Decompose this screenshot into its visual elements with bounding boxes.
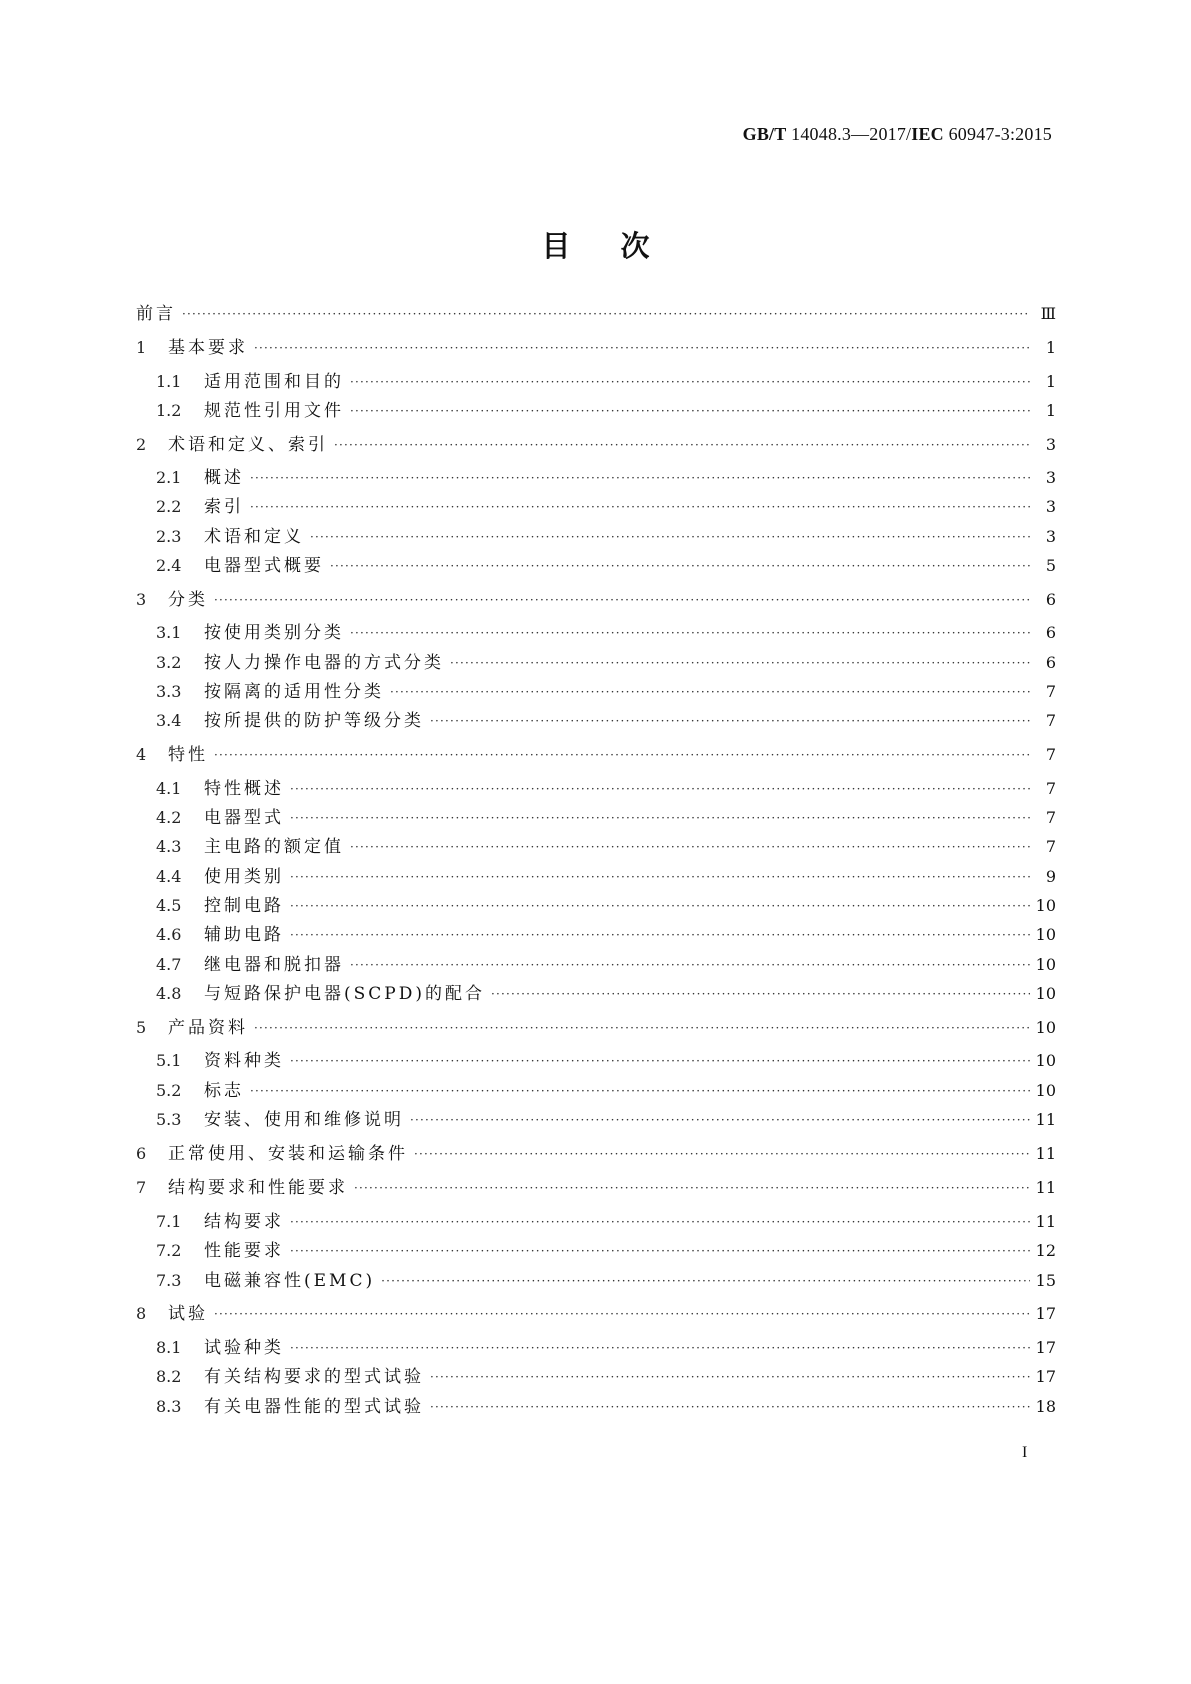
toc-entry-number: 2.3 [156, 527, 182, 546]
toc-entry-label: 电器型式概要 [204, 556, 324, 576]
toc-entry-page: 17 [1035, 1304, 1056, 1323]
toc-entry[interactable] [136, 302, 1056, 326]
toc-leader-dots [350, 953, 1030, 977]
toc-entry-label: 适用范围和目的 [204, 372, 344, 392]
toc-entry[interactable] [136, 433, 1056, 457]
toc-entry-page: 11 [1035, 1110, 1056, 1129]
toc-entry[interactable] [136, 1365, 1056, 1389]
toc-entry-page: 7 [1045, 745, 1056, 764]
toc-entry[interactable] [136, 743, 1056, 767]
toc-entry[interactable] [136, 1395, 1056, 1419]
toc-leader-dots [290, 894, 1030, 918]
toc-entry-page: 7 [1045, 837, 1056, 856]
toc-leader-dots [290, 777, 1030, 801]
toc-entry-number: 3.2 [156, 653, 182, 672]
toc-entry-page: 11 [1035, 1144, 1056, 1163]
toc-leader-dots [250, 495, 1030, 519]
toc-entry-page: 11 [1035, 1212, 1056, 1231]
toc-entry-page: 7 [1045, 808, 1056, 827]
toc-leader-dots [310, 525, 1030, 549]
toc-entry[interactable] [136, 525, 1056, 549]
toc-leader-dots [254, 336, 1030, 360]
toc-entry[interactable] [136, 982, 1056, 1006]
toc-entry-number: 2.4 [156, 556, 182, 575]
toc-entry-number: 7 [136, 1178, 147, 1197]
toc-entry-label: 辅助电路 [204, 925, 284, 945]
toc-entry-label: 按所提供的防护等级分类 [204, 711, 424, 731]
toc-leader-dots [250, 1079, 1030, 1103]
toc-entry[interactable] [136, 588, 1056, 612]
toc-entry-label: 主电路的额定值 [204, 837, 344, 857]
toc-entry-page: 1 [1045, 401, 1056, 420]
toc-entry-label: 资料种类 [204, 1051, 284, 1071]
toc-entry-page: 1 [1045, 338, 1056, 357]
page-number: I [1022, 1444, 1028, 1461]
toc-entry-number: 7.2 [156, 1241, 182, 1260]
toc-entry[interactable] [136, 777, 1056, 801]
page-title: 目次 [541, 229, 700, 263]
toc-leader-dots [430, 1395, 1030, 1419]
toc-entry-label: 试验 [168, 1304, 208, 1324]
toc-entry-number: 4.4 [156, 867, 182, 886]
toc-entry-page: 10 [1035, 1051, 1056, 1070]
toc-leader-dots [450, 651, 1030, 675]
toc-leader-dots [290, 1239, 1030, 1263]
toc-entry-page: 3 [1045, 435, 1056, 454]
toc-entry-label: 术语和定义 [204, 527, 304, 547]
toc-entry-label: 术语和定义、索引 [168, 435, 328, 455]
toc-entry-number: 4.8 [156, 984, 182, 1003]
toc-entry-page: 18 [1035, 1397, 1056, 1416]
toc-entry[interactable] [136, 495, 1056, 519]
toc-entry-label: 正常使用、安装和运输条件 [168, 1144, 408, 1164]
toc-entry-page: 10 [1035, 984, 1056, 1003]
toc-entry[interactable] [136, 399, 1056, 423]
toc-leader-dots [430, 709, 1030, 733]
toc-leader-dots [334, 433, 1030, 457]
toc-entry-label: 按使用类别分类 [204, 623, 344, 643]
toc-entry-number: 7.3 [156, 1271, 182, 1290]
toc-entry-label: 分类 [168, 590, 208, 610]
toc-entry-label: 性能要求 [204, 1241, 284, 1261]
toc-entry-number: 3.1 [156, 623, 182, 642]
toc-leader-dots [430, 1365, 1030, 1389]
toc-entry-page: 6 [1045, 623, 1056, 642]
toc-entry-number: 5.1 [156, 1051, 182, 1070]
toc-leader-dots [350, 621, 1030, 645]
toc-entry-label: 基本要求 [168, 338, 248, 358]
toc-entry-page: 10 [1035, 925, 1056, 944]
toc-entry[interactable] [136, 680, 1056, 704]
toc-leader-dots [350, 399, 1030, 423]
toc-leader-dots [491, 982, 1030, 1006]
toc-leader-dots [410, 1108, 1030, 1132]
toc-entry-number: 2 [136, 435, 147, 454]
toc-entry-number: 8 [136, 1304, 147, 1323]
toc-entry-label: 规范性引用文件 [204, 401, 344, 421]
toc-entry[interactable] [136, 621, 1056, 645]
toc-entry[interactable] [136, 1269, 1056, 1293]
toc-entry-number: 5.2 [156, 1081, 182, 1100]
toc-entry-label: 特性 [168, 745, 208, 765]
toc-entry-label: 索引 [204, 497, 244, 517]
toc-entry[interactable] [136, 1049, 1056, 1073]
toc-leader-dots [290, 923, 1030, 947]
toc-entry[interactable] [136, 651, 1056, 675]
toc-entry-page: 7 [1045, 711, 1056, 730]
toc-entry-number: 7.1 [156, 1212, 182, 1231]
toc-entry-label: 电磁兼容性(EMC) [204, 1271, 376, 1291]
toc-entry-label: 试验种类 [204, 1338, 284, 1358]
toc-entry-page: 15 [1035, 1271, 1056, 1290]
toc-entry[interactable] [136, 1079, 1056, 1103]
toc-entry[interactable] [136, 923, 1056, 947]
toc-entry-label: 概述 [204, 468, 244, 488]
toc-entry-page: 17 [1035, 1338, 1056, 1357]
toc-entry[interactable] [136, 1336, 1056, 1360]
toc-entry[interactable] [136, 336, 1056, 360]
std-code-iec-number: 60947-3:2015 [943, 124, 1052, 144]
toc-entry-number: 3 [136, 590, 147, 609]
toc-entry-label: 产品资料 [168, 1018, 248, 1038]
toc-entry-label: 使用类别 [204, 867, 284, 887]
toc-entry-page: 7 [1045, 779, 1056, 798]
toc-entry-number: 2.2 [156, 497, 182, 516]
toc-entry-number: 8.3 [156, 1397, 182, 1416]
toc-entry-page: 10 [1035, 1081, 1056, 1100]
toc-leader-dots [350, 835, 1030, 859]
toc-entry-page: 12 [1035, 1241, 1056, 1260]
toc-entry[interactable] [136, 554, 1056, 578]
toc-entry[interactable] [136, 894, 1056, 918]
toc-entry-label: 特性概述 [204, 779, 284, 799]
toc-entry[interactable] [136, 370, 1056, 394]
toc-entry-number: 8.1 [156, 1338, 182, 1357]
toc-entry[interactable] [136, 466, 1056, 490]
toc-entry-page: 3 [1045, 497, 1056, 516]
toc-leader-dots [330, 554, 1030, 578]
toc-leader-dots [290, 1049, 1030, 1073]
toc-entry-page: 1 [1045, 372, 1056, 391]
toc-entry-label: 继电器和脱扣器 [204, 955, 344, 975]
standard-code [743, 124, 1052, 145]
toc-entry[interactable] [136, 1210, 1056, 1234]
toc-entry-label: 按人力操作电器的方式分类 [204, 653, 444, 673]
toc-entry-label: 电器型式 [204, 808, 284, 828]
toc-entry-label: 有关电器性能的型式试验 [204, 1397, 424, 1417]
toc-entry-page: 3 [1045, 468, 1056, 487]
toc-entry-page: 3 [1045, 527, 1056, 546]
toc-entry-number: 4.1 [156, 779, 182, 798]
toc-entry-label: 标志 [204, 1081, 244, 1101]
toc-entry-number: 4.3 [156, 837, 182, 856]
toc-leader-dots [290, 1336, 1030, 1360]
toc-entry[interactable] [136, 1176, 1056, 1200]
toc-entry-page: Ⅲ [1040, 304, 1056, 323]
toc-entry[interactable] [136, 1108, 1056, 1132]
toc-entry[interactable] [136, 709, 1056, 733]
toc-entry-page: 10 [1035, 1018, 1056, 1037]
toc-entry-label: 按隔离的适用性分类 [204, 682, 384, 702]
toc-entry-page: 10 [1035, 896, 1056, 915]
std-code-iec: IEC [911, 124, 944, 144]
toc-entry-page: 17 [1035, 1367, 1056, 1386]
toc-leader-dots [354, 1176, 1030, 1200]
toc-leader-dots [182, 302, 1030, 326]
toc-entry-page: 5 [1045, 556, 1056, 575]
toc-entry[interactable] [136, 806, 1056, 830]
toc-entry-number: 8.2 [156, 1367, 182, 1386]
toc-leader-dots [214, 1302, 1030, 1326]
toc-entry-number: 1 [136, 338, 147, 357]
toc-entry-number: 4.5 [156, 896, 182, 915]
toc-leader-dots [350, 370, 1030, 394]
toc-leader-dots [414, 1142, 1030, 1166]
toc-entry-page: 6 [1045, 590, 1056, 609]
toc-entry[interactable] [136, 835, 1056, 859]
toc-leader-dots [390, 680, 1030, 704]
toc-entry[interactable] [136, 1239, 1056, 1263]
toc-entry[interactable] [136, 1142, 1056, 1166]
toc-entry-number: 5 [136, 1018, 147, 1037]
toc-entry-label: 与短路保护电器(SCPD)的配合 [204, 984, 485, 1004]
toc-entry-number: 4.6 [156, 925, 182, 944]
toc-entry-number: 3.3 [156, 682, 182, 701]
toc-leader-dots [290, 806, 1030, 830]
std-code-prefix: GB/T [742, 124, 787, 144]
toc-entry-number: 4.7 [156, 955, 182, 974]
toc-entry[interactable] [136, 953, 1056, 977]
toc-entry-page: 11 [1035, 1178, 1056, 1197]
toc-entry-label: 结构要求和性能要求 [168, 1178, 348, 1198]
toc-entry-number: 1.2 [156, 401, 182, 420]
toc-entry-page: 10 [1035, 955, 1056, 974]
toc-entry-number: 1.1 [156, 372, 182, 391]
toc-entry-number: 6 [136, 1144, 147, 1163]
toc-entry-number: 3.4 [156, 711, 182, 730]
std-code-number: 14048.3—2017/ [786, 124, 912, 144]
toc-entry-label: 前言 [136, 304, 176, 324]
toc-leader-dots [254, 1016, 1030, 1040]
toc-leader-dots [290, 1210, 1030, 1234]
toc-entry[interactable] [136, 1302, 1056, 1326]
toc-entry-number: 2.1 [156, 468, 182, 487]
toc-leader-dots [381, 1269, 1030, 1293]
toc-entry-label: 控制电路 [204, 896, 284, 916]
toc-entry-page: 6 [1045, 653, 1056, 672]
toc-leader-dots [290, 865, 1030, 889]
toc-entry-label: 安装、使用和维修说明 [204, 1110, 404, 1130]
toc-leader-dots [250, 466, 1030, 490]
toc-leader-dots [214, 588, 1030, 612]
toc-entry-label: 结构要求 [204, 1212, 284, 1232]
toc-entry[interactable] [136, 1016, 1056, 1040]
toc-leader-dots [214, 743, 1030, 767]
toc-entry-number: 4.2 [156, 808, 182, 827]
toc-entry[interactable] [136, 865, 1056, 889]
toc-entry-number: 5.3 [156, 1110, 182, 1129]
toc-entry-page: 9 [1045, 867, 1056, 886]
toc-entry-label: 有关结构要求的型式试验 [204, 1367, 424, 1387]
toc-entry-number: 4 [136, 745, 147, 764]
toc-entry-page: 7 [1045, 682, 1056, 701]
